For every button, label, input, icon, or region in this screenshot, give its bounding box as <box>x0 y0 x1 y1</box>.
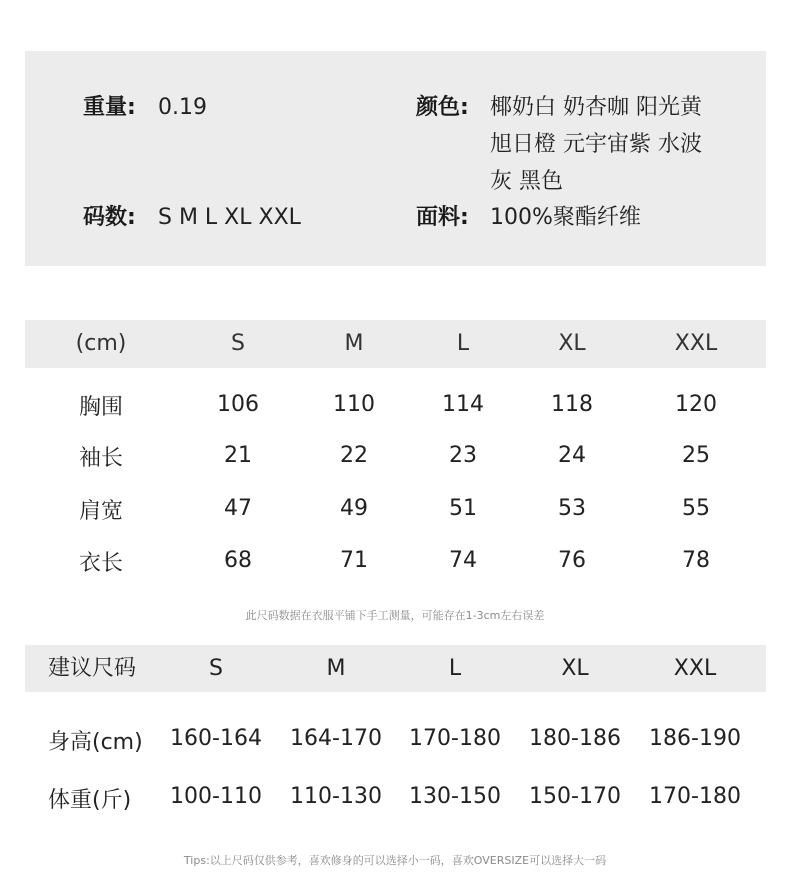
table-cell: 51 <box>449 496 477 521</box>
color-line-3: 灰 黑色 <box>490 169 563 194</box>
row-label: 衣长 <box>78 551 124 576</box>
row-label: 袖长 <box>78 446 124 471</box>
rec-size-xxl: XXL <box>673 656 717 681</box>
table-cell: 24 <box>558 443 586 468</box>
row-label: 胸围 <box>78 395 124 420</box>
table-cell: 150-170 <box>529 784 621 809</box>
table-cell: 76 <box>558 548 586 573</box>
size-chart-table <box>25 320 766 590</box>
table-cell: 68 <box>224 548 252 573</box>
table-cell: 110-130 <box>290 784 382 809</box>
table-cell: 160-164 <box>170 726 262 751</box>
table-cell: 164-170 <box>290 726 382 751</box>
row-label: 身高(cm) <box>48 730 143 755</box>
size-header-xl: XL <box>558 331 586 356</box>
table-cell: 170-180 <box>409 726 501 751</box>
table-cell: 118 <box>551 392 593 417</box>
tips-text: Tips:以上尺码仅供参考，喜欢修身的可以选择小一码，喜欢OVERSIZE可以选择大一码 <box>183 854 607 867</box>
table-cell: 114 <box>442 392 484 417</box>
table-cell: 74 <box>449 548 477 573</box>
row-label: 肩宽 <box>78 499 124 524</box>
size-chart-header <box>25 320 766 368</box>
table-cell: 23 <box>449 443 477 468</box>
table-cell: 53 <box>558 496 586 521</box>
table-cell: 47 <box>224 496 252 521</box>
table-cell: 21 <box>224 443 252 468</box>
table-cell: 120 <box>675 392 717 417</box>
table-cell: 170-180 <box>649 784 741 809</box>
recommendation-header <box>25 645 766 692</box>
table-cell: 22 <box>340 443 368 468</box>
recommendation-title: 建议尺码 <box>48 656 137 681</box>
table-cell: 130-150 <box>409 784 501 809</box>
material-value: 100%聚酯纤维 <box>490 205 641 230</box>
product-specs-panel <box>25 51 766 266</box>
table-cell: 49 <box>340 496 368 521</box>
color-line-2: 旭日橙 元宇宙紫 水波 <box>490 132 702 157</box>
table-cell: 25 <box>682 443 710 468</box>
weight-value: 0.19 <box>158 95 207 120</box>
table-cell: 100-110 <box>170 784 262 809</box>
color-label: 颜色: <box>416 95 469 120</box>
measurement-note: 此尺码数据在衣服平铺下手工测量，可能存在1-3cm左右误差 <box>245 609 545 622</box>
table-cell: 71 <box>340 548 368 573</box>
table-cell: 186-190 <box>649 726 741 751</box>
rec-size-l: L <box>448 656 462 681</box>
size-header-l: L <box>456 331 470 356</box>
table-cell: 106 <box>217 392 259 417</box>
size-header-m: M <box>344 331 364 356</box>
size-header-s: S <box>231 331 245 356</box>
table-cell: 110 <box>333 392 375 417</box>
weight-label: 重量: <box>83 95 136 120</box>
size-recommendation-table <box>25 645 766 835</box>
size-header-xxl: XXL <box>674 331 718 356</box>
rec-size-s: S <box>209 656 223 681</box>
rec-size-xl: XL <box>561 656 589 681</box>
color-line-1: 椰奶白 奶杏咖 阳光黄 <box>490 95 702 120</box>
sizes-value: S M L XL XXL <box>158 205 301 230</box>
table-cell: 180-186 <box>529 726 621 751</box>
rec-size-m: M <box>326 656 346 681</box>
sizes-label: 码数: <box>83 205 136 230</box>
material-label: 面料: <box>416 205 469 230</box>
table-cell: 55 <box>682 496 710 521</box>
row-label: 体重(斤) <box>48 788 132 813</box>
unit-header: (cm) <box>75 331 127 356</box>
table-cell: 78 <box>682 548 710 573</box>
